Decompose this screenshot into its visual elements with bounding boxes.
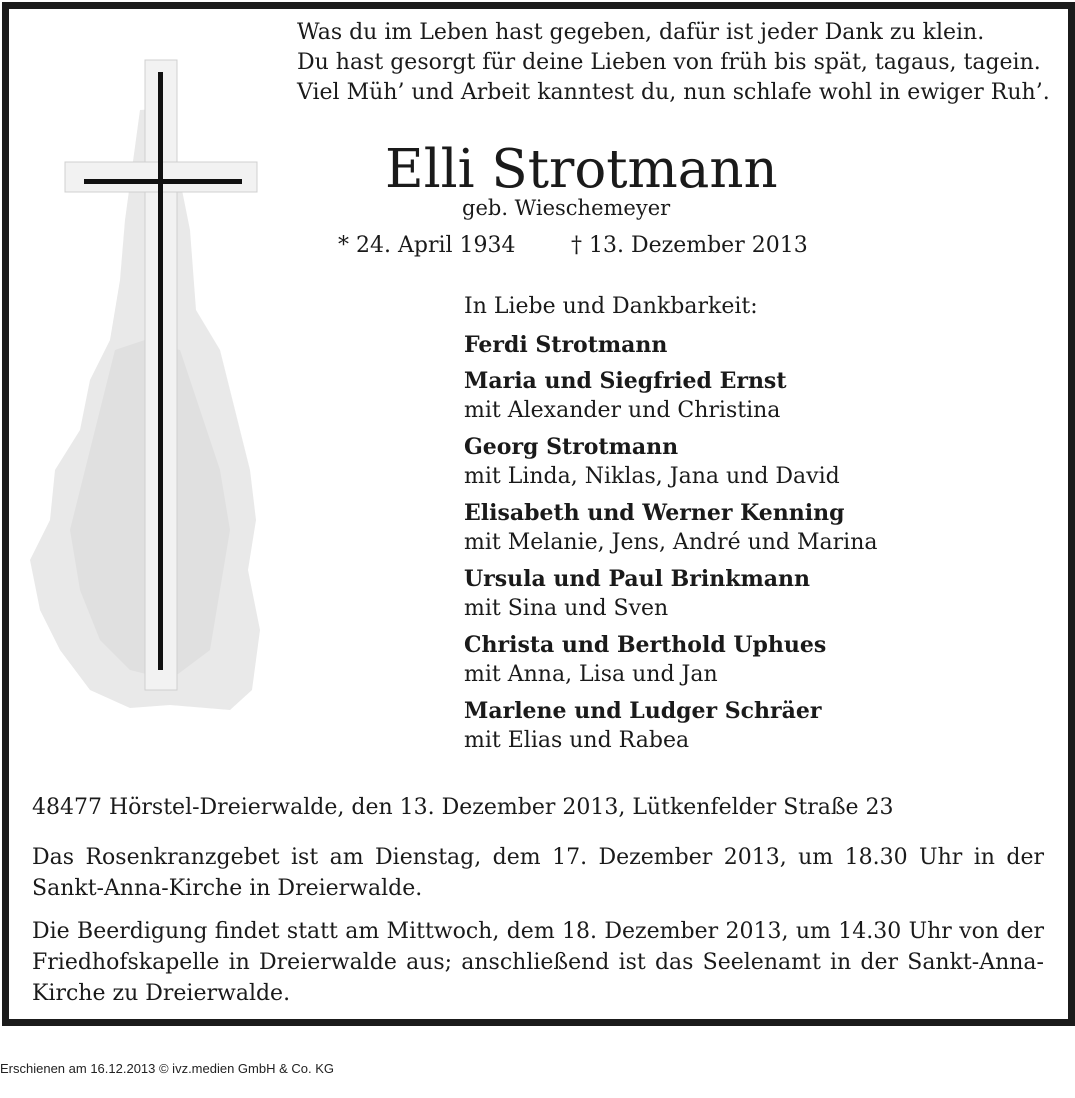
family-member: [464, 696, 878, 756]
deceased-name: Elli Strotmann: [385, 139, 778, 200]
member-children: mit Linda, Niklas, Jana und David: [464, 464, 840, 489]
family-member: [464, 432, 878, 492]
funeral-info: Die Beerdigung findet statt am Mittwoch, dem 18. Dezember 2013, um 14.30 Uhr von der Friedhofskapelle in Dreierwalde aus; anschließend ist das Seelenamt in der Sankt-Anna-Kirche zu Dreierwalde.: [32, 919, 1044, 1006]
publication-credit: Erschienen am 16.12.2013 © ivz.medien GmbH & Co. KG: [0, 1061, 335, 1076]
family-member: [464, 498, 878, 558]
member-name: Christa und Berthold Uphues: [464, 632, 827, 658]
member-name: Ferdi Strotmann: [464, 332, 668, 358]
poem-line: Viel Müh’ und Arbeit kanntest du, nun schlafe wohl in ewiger Ruh’.: [297, 80, 1050, 105]
member-name: Marlene und Ludger Schräer: [464, 698, 822, 724]
family-member: [464, 564, 878, 624]
member-name: Ursula und Paul Brinkmann: [464, 566, 810, 592]
family-member: [464, 366, 878, 426]
family-list: [464, 292, 878, 756]
birth-date: * 24. April 1934: [338, 233, 516, 258]
place-date-address: 48477 Hörstel-Dreierwalde, den 13. Dezember 2013, Lütkenfelder Straße 23: [32, 795, 894, 820]
family-intro: In Liebe und Dankbarkeit:: [464, 294, 758, 319]
rosary-info: Das Rosenkranzgebet ist am Dienstag, dem 17. Dezember 2013, um 18.30 Uhr in der Sankt-Anna-Kirche in Dreierwalde.: [32, 845, 1044, 901]
member-children: mit Alexander und Christina: [464, 398, 781, 423]
member-children: mit Anna, Lisa und Jan: [464, 662, 718, 687]
member-name: Maria und Siegfried Ernst: [464, 368, 787, 394]
member-children: mit Elias und Rabea: [464, 728, 690, 753]
death-date: † 13. Dezember 2013: [571, 233, 808, 258]
member-children: mit Sina und Sven: [464, 596, 669, 621]
poem: [297, 18, 1050, 108]
poem-line: Was du im Leben hast gegeben, dafür ist jeder Dank zu klein.: [297, 20, 985, 45]
member-children: mit Melanie, Jens, André und Marina: [464, 530, 878, 555]
poem-line: Du hast gesorgt für deine Lieben von früh bis spät, tagaus, tagein.: [297, 50, 1041, 75]
maiden-name: geb. Wieschemeyer: [462, 196, 671, 220]
family-member: [464, 330, 878, 360]
member-name: Georg Strotmann: [464, 434, 679, 460]
member-name: Elisabeth und Werner Kenning: [464, 500, 845, 526]
family-member: [464, 630, 878, 690]
cross-icon: [20, 50, 270, 720]
